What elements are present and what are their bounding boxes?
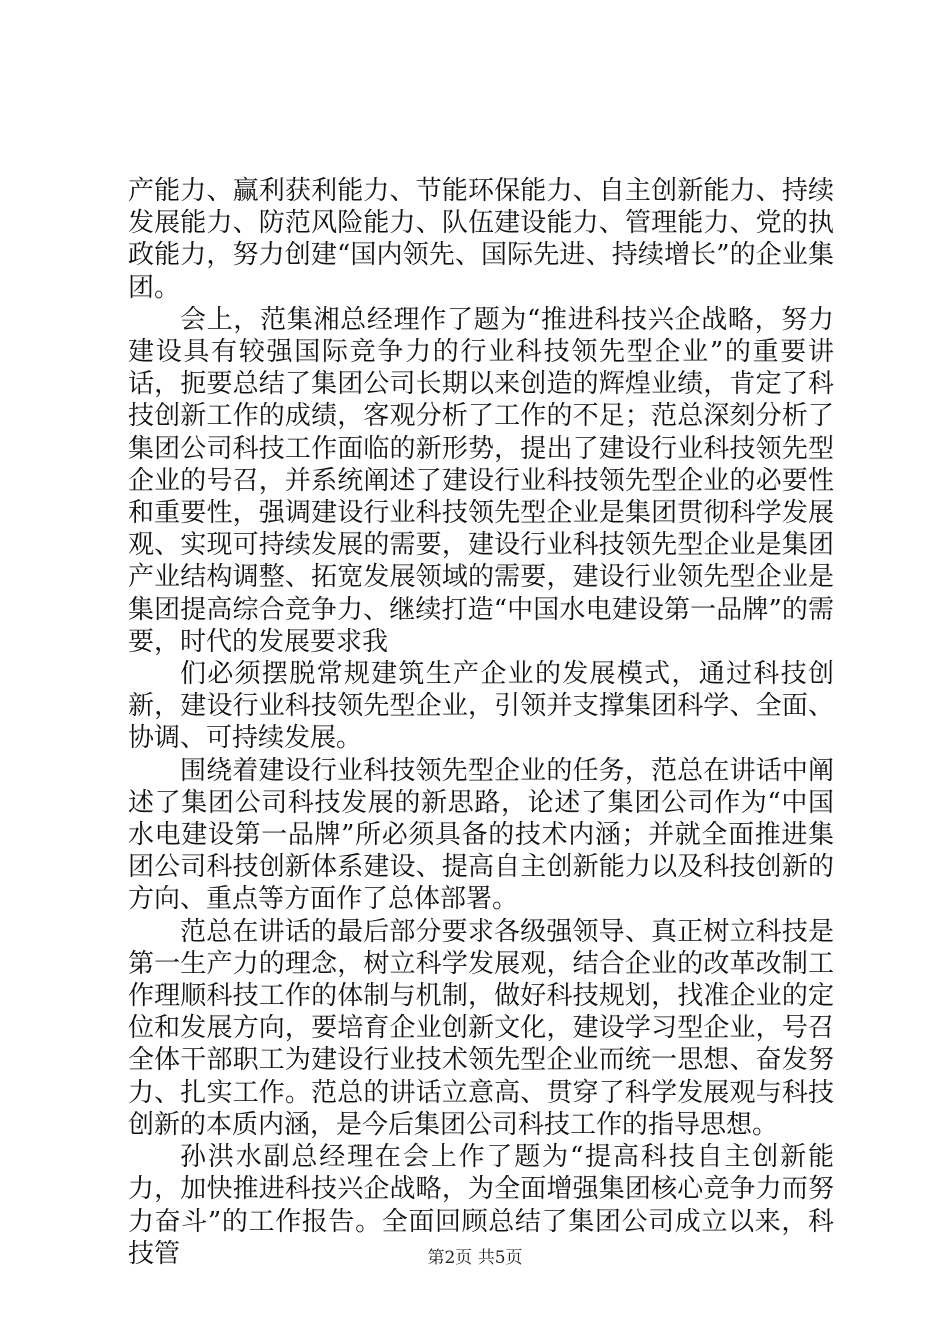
paragraph-speech-conclusion: 范总在讲话的最后部分要求各级强领导、真正树立科技是第一生产力的理念，树立科学发展观，结合企业的改革改制工作理顺科技工作的体制与机制，做好科技规划，找准企业的定位和发展方向，要培育企业创新文化，建设学习型企业，号召全体干部职工为建设行业技术领先型企业而统一思想、奋发努力、扎实工作。范总的讲话立意高、贯穿了科学发展观与科技创新的本质内涵，是今后集团公司科技工作的指导思想。 bbox=[128, 916, 834, 1140]
paragraph-speech-intro: 会上，范集湘总经理作了题为“推进科技兴企战略，努力建设具有较强国际竞争力的行业科技领先型企业”的重要讲话，扼要总结了集团公司长期以来创造的辉煌业绩，肯定了科技创新工作的成绩，客观分析了工作的不足；范总深刻分析了集团公司科技工作面临的新形势，提出了建设行业科技领先型企业的号召，并系统阐述了建设行业科技领先型企业的必要性和重要性，强调建设行业科技领先型企业是集团贯彻科学发展观、实现可持续发展的需要，建设行业科技领先型企业是集团产业结构调整、拓宽发展领域的需要，建设行业领先型企业是集团提高综合竞争力、继续打造“中国水电建设第一品牌”的需要，时代的发展要求我 bbox=[128, 304, 834, 657]
paragraph-speech-continued: 们必须摆脱常规建筑生产企业的发展模式，通过科技创新，建设行业科技领先型企业，引领并支撑集团科学、全面、协调、可持续发展。 bbox=[128, 659, 834, 754]
paragraph-work-report: 孙洪水副总经理在会上作了题为“提高科技自主创新能力，加快推进科技兴企战略，为全面增强集团核心竞争力而努力奋斗”的工作报告。全面回顾总结了集团公司成立以来，科技管 bbox=[128, 1142, 834, 1269]
page-footer: 第2页 共5页 bbox=[427, 1248, 523, 1268]
paragraph-continuation: 产能力、赢利获利能力、节能环保能力、自主创新能力、持续发展能力、防范风险能力、队伍建设能力、管理能力、党的执政能力，努力创建“国内领先、国际先进、持续增长”的企业集团。 bbox=[128, 176, 834, 303]
document-body bbox=[128, 175, 834, 1270]
paragraph-development-ideas: 围绕着建设行业科技领先型企业的任务，范总在讲话中阐述了集团公司科技发展的新思路，论述了集团公司作为“中国水电建设第一品牌”所必须具备的技术内涵；并就全面推进集团公司科技创新体系建设、提高自主创新能力以及科技创新的方向、重点等方面作了总体部署。 bbox=[128, 755, 834, 915]
